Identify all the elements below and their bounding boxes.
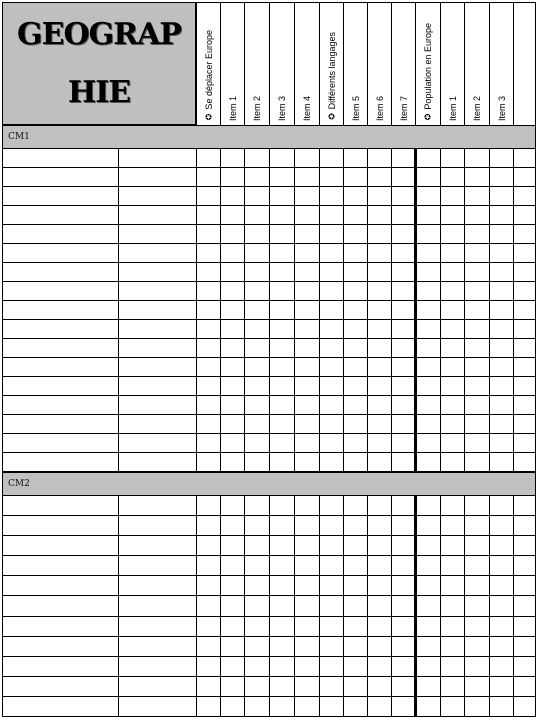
grid-column-line bbox=[196, 496, 197, 717]
header-top-border bbox=[196, 2, 536, 3]
column-header-text: Item 2 bbox=[472, 95, 482, 121]
grid-column-line bbox=[414, 149, 417, 472]
grid-column-line bbox=[319, 149, 320, 472]
section-label: CM1 bbox=[8, 132, 30, 142]
grid-column-line bbox=[367, 496, 368, 717]
title-line-2: HIE bbox=[67, 74, 131, 110]
column-header-text: Item 5 bbox=[350, 95, 361, 121]
star-circle-icon: ✪ bbox=[203, 109, 213, 121]
column-header-label bbox=[327, 32, 337, 121]
column-header-label bbox=[448, 96, 458, 121]
grid-column-line bbox=[489, 496, 490, 717]
grid-column-line bbox=[196, 149, 197, 472]
section-band bbox=[2, 125, 536, 149]
column-header-text: Population en Europe bbox=[423, 23, 433, 110]
grid-column-line bbox=[391, 149, 392, 472]
column-header-text: Item 7 bbox=[398, 95, 409, 121]
column-header bbox=[343, 2, 367, 125]
column-header bbox=[269, 2, 294, 125]
column-header bbox=[319, 2, 343, 125]
section-band bbox=[2, 472, 536, 496]
grid-column-line bbox=[464, 149, 465, 472]
column-header bbox=[391, 2, 415, 125]
column-header-text: Item 1 bbox=[227, 95, 238, 121]
column-header-text: Item 4 bbox=[302, 95, 312, 121]
column-header-label bbox=[351, 96, 361, 121]
column-header-label bbox=[375, 96, 385, 121]
column-header-text: Item 3 bbox=[496, 95, 507, 121]
grid-column-line bbox=[220, 496, 221, 717]
column-header-label bbox=[423, 23, 433, 121]
column-header bbox=[196, 2, 220, 125]
grid-column-line bbox=[118, 496, 119, 717]
grid-column-line bbox=[244, 496, 245, 717]
grid-column-line bbox=[269, 496, 270, 717]
grid-column-line bbox=[367, 149, 368, 472]
star-circle-icon: ✪ bbox=[423, 109, 432, 121]
grid-column-line bbox=[294, 149, 295, 472]
column-header bbox=[415, 2, 440, 125]
column-header-label bbox=[472, 96, 482, 121]
grid-column-line bbox=[244, 149, 245, 472]
column-header-text: Différents langages bbox=[326, 32, 337, 110]
grid-column-line bbox=[343, 149, 344, 472]
grid-column-line bbox=[513, 496, 514, 717]
column-header-label bbox=[277, 96, 287, 121]
grid-column-line bbox=[269, 149, 270, 472]
column-header-label bbox=[497, 96, 507, 121]
column-header bbox=[244, 2, 269, 125]
column-header bbox=[220, 2, 244, 125]
column-header-label bbox=[228, 96, 238, 121]
grid-column-line bbox=[118, 149, 119, 472]
title-line-1: GEOGRAP bbox=[16, 16, 181, 52]
grid-column-line bbox=[343, 496, 344, 717]
section-label: CM2 bbox=[8, 479, 30, 489]
grid-column-line bbox=[513, 149, 514, 472]
grid-column-line bbox=[464, 496, 465, 717]
column-header-label bbox=[302, 96, 312, 121]
grid-column-line bbox=[391, 496, 392, 717]
column-header-label bbox=[252, 96, 262, 121]
grid-column-line bbox=[489, 149, 490, 472]
column-header-text: Item 2 bbox=[252, 95, 262, 121]
grid-column-line bbox=[414, 496, 417, 717]
column-header-text: Item 1 bbox=[447, 95, 458, 121]
grid-column-line bbox=[294, 496, 295, 717]
star-circle-icon: ✪ bbox=[326, 109, 336, 121]
grid-column-line bbox=[440, 496, 441, 717]
column-header-label bbox=[204, 30, 214, 121]
column-header-text: Se déplacer Europe bbox=[203, 30, 214, 110]
column-header bbox=[367, 2, 391, 125]
sheet-title bbox=[2, 2, 196, 125]
column-header-label bbox=[399, 96, 409, 121]
column-header-text: Item 3 bbox=[277, 95, 287, 121]
grid-column-line bbox=[319, 496, 320, 717]
column-header bbox=[489, 2, 513, 125]
column-header bbox=[464, 2, 489, 125]
column-header-text: Item 6 bbox=[374, 95, 385, 121]
grid-column-line bbox=[220, 149, 221, 472]
column-header bbox=[513, 2, 536, 125]
grid-column-line bbox=[440, 149, 441, 472]
column-header bbox=[294, 2, 319, 125]
column-header bbox=[440, 2, 464, 125]
